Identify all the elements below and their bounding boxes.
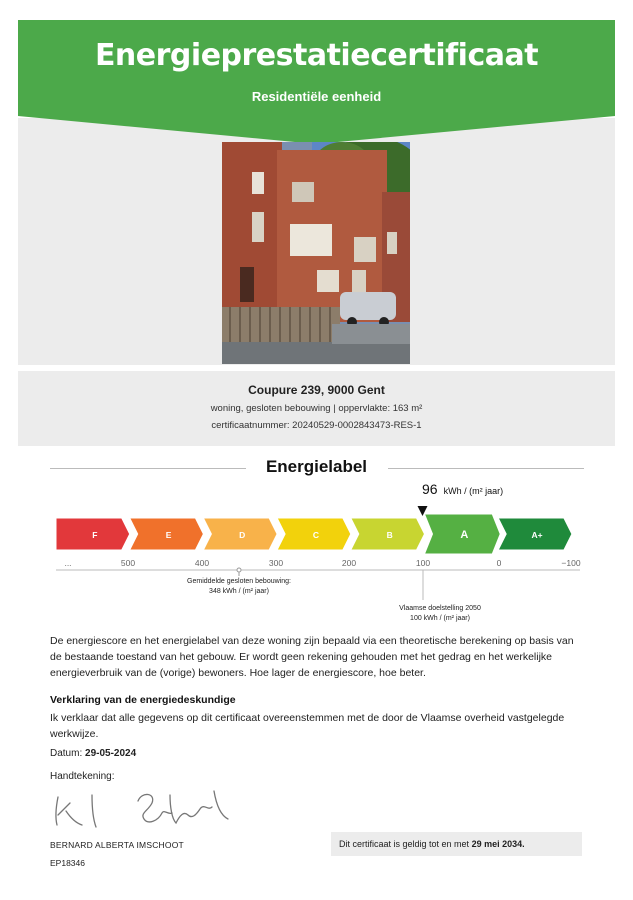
energy-class-label: D — [239, 530, 246, 540]
scale-tick-label: 100 — [415, 558, 431, 568]
energy-class-label: A — [460, 529, 469, 541]
validity-date: 29 mei 2034. — [471, 839, 525, 849]
energy-score — [422, 481, 503, 497]
scale-tick-label: 300 — [268, 558, 284, 568]
explanation-text: De energiescore en het energielabel van deze woning zijn bepaald via een theoretische berekening op basis van de bestaande toestand van het gebouw. Er wordt geen rekening gehouden met het gedrag en het werkelijke energieverbruik van de (vorige) bewoners. Hoe lager de energiescore, hoe beter. — [50, 635, 574, 679]
house-photo — [222, 142, 410, 364]
energy-class-label: F — [92, 530, 98, 540]
target-note-line2: 100 kWh / (m² jaar) — [410, 615, 470, 622]
energy-class-label: A+ — [531, 530, 543, 540]
date-value: 29-05-2024 — [85, 748, 137, 759]
energy-class-label: E — [165, 530, 172, 540]
energy-score-unit: kWh / (m² jaar) — [443, 486, 504, 496]
validity-box — [331, 832, 582, 856]
validity-prefix: Dit certificaat is geldig tot en met — [339, 839, 470, 849]
certificate-number: certificaatnummer: 20240529-0002843473-RES-1 — [211, 420, 422, 431]
scale-tick-label: ... — [64, 558, 72, 568]
average-note-line1: Gemiddelde gesloten bebouwing: — [187, 578, 291, 585]
property-address: Coupure 239, 9000 Gent — [248, 383, 385, 397]
average-note-line2: 348 kWh / (m² jaar) — [209, 588, 269, 595]
scale-tick-label: 200 — [341, 558, 357, 568]
property-description: woning, gesloten bebouwing | oppervlakte: 163 m² — [210, 403, 423, 414]
declaration-title: Verklaring van de energiedeskundige — [50, 694, 236, 706]
date-label: Datum: — [50, 748, 83, 759]
signer-name: BERNARD ALBERTA IMSCHOOT — [50, 840, 184, 850]
scale-tick-label: 500 — [120, 558, 136, 568]
declaration-text: Ik verklaar dat alle gegevens op dit certificaat overeenstemmen met de door de Vlaamse overheid vastgelegde werkwijze. — [50, 712, 565, 740]
energy-class-label: B — [386, 530, 393, 540]
scale-tick-label: 0 — [496, 558, 502, 568]
property-info — [18, 371, 615, 446]
energy-class-label: C — [312, 530, 320, 540]
scale-tick-label: 400 — [194, 558, 210, 568]
signature-label: Handtekening: — [50, 771, 115, 782]
declaration-date — [50, 748, 136, 759]
certificate-header — [18, 20, 615, 145]
target-note-line1: Vlaamse doelstelling 2050 — [399, 605, 481, 612]
energy-label-scale — [50, 500, 590, 625]
page-title: Energieprestatiecertificaat — [94, 38, 539, 73]
average-dot — [237, 568, 241, 572]
page-subtitle: Residentiële eenheid — [251, 89, 382, 104]
handwritten-signature — [52, 785, 242, 830]
signer-id: EP18346 — [50, 858, 85, 868]
energy-score-value: 96 — [422, 481, 438, 497]
energy-label-title: Energielabel — [265, 457, 368, 476]
scale-tick-label: −100 — [561, 558, 581, 568]
